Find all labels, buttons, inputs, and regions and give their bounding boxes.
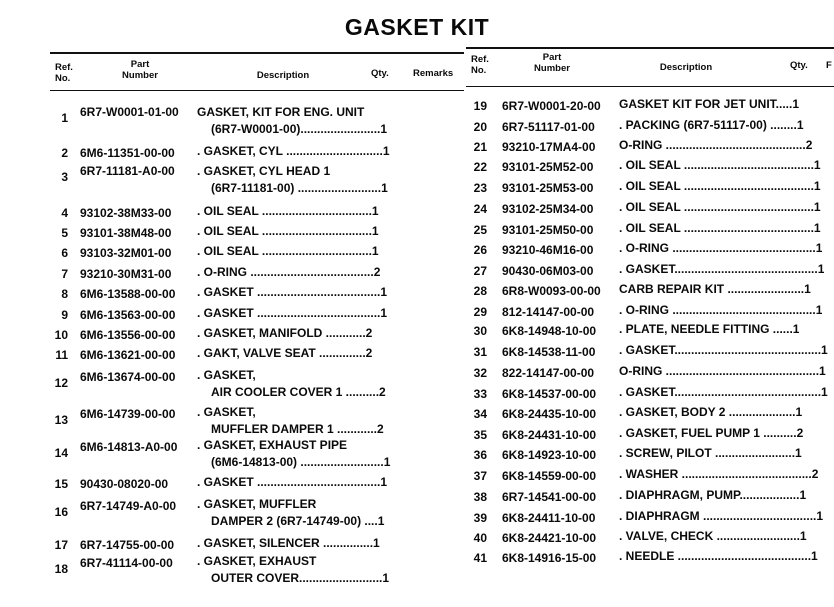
description-line: . OIL SEAL .................................1 xyxy=(197,204,379,218)
ref-number: 29 xyxy=(473,305,487,319)
part-number: 6R7-W0001-01-00 xyxy=(80,105,179,119)
part-number: 6K8-24431-10-00 xyxy=(502,428,597,442)
ref-number: 32 xyxy=(473,366,487,380)
ref-number: 39 xyxy=(473,511,487,525)
ref-number: 15 xyxy=(54,477,68,491)
description-line: . O-RING ...........................................1 xyxy=(619,303,823,317)
ref-number: 34 xyxy=(473,407,487,421)
part-number: 93101-25M50-00 xyxy=(502,223,594,237)
ref-number: 36 xyxy=(473,448,487,462)
ref-number: 28 xyxy=(473,284,487,298)
description-line: O-RING ..............................................1 xyxy=(619,364,826,378)
ref-number: 5 xyxy=(61,226,68,240)
ref-number: 7 xyxy=(61,267,68,281)
description-line: MUFFLER DAMPER 1 ............2 xyxy=(211,422,384,436)
ref-number: 19 xyxy=(473,99,487,113)
description-line: . GASKET, FUEL PUMP 1 ..........2 xyxy=(619,426,804,440)
ref-number: 3 xyxy=(61,170,68,184)
description-line: AIR COOLER COVER 1 ..........2 xyxy=(211,385,386,399)
description-line: . GASKET, CYL .............................1 xyxy=(197,144,390,158)
description-line: . GASKET............................................1 xyxy=(619,385,828,399)
part-number: 93102-38M33-00 xyxy=(80,206,172,220)
header-rule-top-right xyxy=(466,47,834,49)
ref-number: 10 xyxy=(54,328,68,342)
description-line: . OIL SEAL .................................1 xyxy=(197,224,379,238)
part-number: 93101-38M48-00 xyxy=(80,226,172,240)
part-number: 6M6-14813-A0-00 xyxy=(80,440,178,454)
description-line: . PLATE, NEEDLE FITTING ......1 xyxy=(619,322,800,336)
part-number: 6K8-14916-15-00 xyxy=(502,551,597,565)
ref-number: 1 xyxy=(61,111,68,125)
ref-number: 35 xyxy=(473,428,487,442)
part-number: 93210-30M31-00 xyxy=(80,267,172,281)
ref-number: 12 xyxy=(54,376,68,390)
part-number: 93210-17MA4-00 xyxy=(502,140,596,154)
ref-number: 37 xyxy=(473,469,487,483)
part-number: 6R8-W0093-00-00 xyxy=(502,284,601,298)
description-line: . GASKET, xyxy=(197,405,256,419)
header-rule-bottom-left xyxy=(50,90,464,91)
header-qty-right: Qty. xyxy=(790,60,808,71)
part-number: 6R7-51117-01-00 xyxy=(502,120,595,134)
description-line: . GASKET............................................1 xyxy=(619,343,828,357)
ref-number: 25 xyxy=(473,223,487,237)
part-number: 93101-25M53-00 xyxy=(502,181,594,195)
ref-number: 23 xyxy=(473,181,487,195)
header-ref-right: Ref. No. xyxy=(471,54,489,76)
part-number: 6M6-13674-00-00 xyxy=(80,370,176,384)
description-line: . GASKET, EXHAUST PIPE xyxy=(197,438,348,452)
ref-number: 18 xyxy=(54,562,68,576)
part-number: 6R7-14541-00-00 xyxy=(502,490,597,504)
part-number: 822-14147-00-00 xyxy=(502,366,595,380)
part-number: 6M6-14739-00-00 xyxy=(80,407,176,421)
ref-number: 14 xyxy=(54,446,68,460)
description-line: . OIL SEAL .......................................1 xyxy=(619,200,821,214)
ref-number: 41 xyxy=(473,551,487,565)
header-qty-left: Qty. xyxy=(371,68,389,79)
part-number: 6K8-14923-10-00 xyxy=(502,448,597,462)
header-rule-bottom-right xyxy=(466,86,834,87)
page-title: GASKET KIT xyxy=(344,14,490,40)
ref-number: 26 xyxy=(473,243,487,257)
header-desc-left: Description xyxy=(256,70,310,81)
ref-number: 13 xyxy=(54,413,68,427)
description-line: . GASKET, BODY 2 ....................1 xyxy=(619,405,803,419)
part-number: 6R7-14755-00-00 xyxy=(80,538,175,552)
description-line: . GASKET, xyxy=(197,368,256,382)
part-number: 812-14147-00-00 xyxy=(502,305,595,319)
header-rule-top-left xyxy=(50,52,464,54)
part-number: 6K8-14559-00-00 xyxy=(502,469,597,483)
ref-number: 4 xyxy=(61,206,68,220)
part-number: 93102-25M34-00 xyxy=(502,202,594,216)
part-number: 6K8-14948-10-00 xyxy=(502,324,597,338)
ref-number: 20 xyxy=(473,120,487,134)
description-line: . GASKET, EXHAUST xyxy=(197,554,317,568)
description-line: . GASKET .....................................1 xyxy=(197,475,388,489)
description-line: . O-RING .....................................2 xyxy=(197,265,381,279)
description-line: DAMPER 2 (6R7-14749-00) ....1 xyxy=(211,514,385,528)
description-line: OUTER COVER.........................1 xyxy=(211,571,390,585)
description-line: (6R7-11181-00) .........................1 xyxy=(211,181,388,195)
part-number: 6K8-24421-10-00 xyxy=(502,531,597,545)
description-line: . GASKET, SILENCER ...............1 xyxy=(197,536,380,550)
part-number: 6K8-24435-10-00 xyxy=(502,407,597,421)
part-number: 90430-06M03-00 xyxy=(502,264,594,278)
header-desc-right: Description xyxy=(659,62,713,73)
ref-number: 9 xyxy=(61,308,68,322)
ref-number: 27 xyxy=(473,264,487,278)
description-line: O-RING ..........................................2 xyxy=(619,138,813,152)
part-number: 6M6-13556-00-00 xyxy=(80,328,176,342)
ref-number: 2 xyxy=(61,146,68,160)
header-remarks-left: Remarks xyxy=(413,68,454,79)
header-part-left: Part Number xyxy=(122,59,158,81)
description-line: . NEEDLE ........................................1 xyxy=(619,549,818,563)
description-line: . OIL SEAL .................................1 xyxy=(197,244,379,258)
description-line: (6M6-14813-00) .........................1 xyxy=(211,455,391,469)
part-number: 6R7-14749-A0-00 xyxy=(80,499,177,513)
description-line: . GASKET...........................................1 xyxy=(619,262,825,276)
description-line: . OIL SEAL .......................................1 xyxy=(619,158,821,172)
ref-number: 11 xyxy=(55,348,68,362)
ref-number: 31 xyxy=(473,345,487,359)
ref-number: 33 xyxy=(473,387,487,401)
ref-number: 6 xyxy=(61,246,68,260)
part-number: 6M6-13621-00-00 xyxy=(80,348,176,362)
description-line: . GASKET, MUFFLER xyxy=(197,497,317,511)
ref-number: 38 xyxy=(473,490,487,504)
ref-number: 21 xyxy=(473,140,487,154)
part-number: 6K8-14537-00-00 xyxy=(502,387,597,401)
description-line: . PACKING (6R7-51117-00) ........1 xyxy=(619,118,804,132)
part-number: 6R7-W0001-20-00 xyxy=(502,99,601,113)
description-line: . GASKET, CYL HEAD 1 xyxy=(197,164,331,178)
description-line: . GAKT, VALVE SEAT ..............2 xyxy=(197,346,373,360)
ref-number: 8 xyxy=(61,287,68,301)
part-number: 6K8-14538-11-00 xyxy=(502,345,596,359)
part-number: 6R7-11181-A0-00 xyxy=(80,164,175,178)
description-line: . GASKET .....................................1 xyxy=(197,306,388,320)
part-number: 6M6-11351-00-00 xyxy=(80,146,175,160)
ref-number: 24 xyxy=(473,202,487,216)
ref-number: 17 xyxy=(54,538,68,552)
description-line: . SCREW, PILOT ........................1 xyxy=(619,446,802,460)
description-line: . OIL SEAL .......................................1 xyxy=(619,179,821,193)
description-line: . DIAPHRAGM ..................................1 xyxy=(619,509,824,523)
part-number: 93103-32M01-00 xyxy=(80,246,172,260)
header-ref-left: Ref. No. xyxy=(55,62,73,84)
description-line: . GASKET .....................................1 xyxy=(197,285,388,299)
header-part-right: Part Number xyxy=(534,52,570,74)
part-number: 6R7-41114-00-00 xyxy=(80,556,173,570)
description-line: GASKET KIT FOR JET UNIT.....1 xyxy=(619,97,800,111)
header-remarks-right-partial: F xyxy=(826,60,832,71)
description-line: GASKET, KIT FOR ENG. UNIT xyxy=(197,105,365,119)
description-line: (6R7-W0001-00)........................1 xyxy=(211,122,388,136)
description-line: CARB REPAIR KIT .......................1 xyxy=(619,282,811,296)
description-line: . O-RING ...........................................1 xyxy=(619,241,823,255)
description-line: . VALVE, CHECK .........................1 xyxy=(619,529,807,543)
part-number: 93210-46M16-00 xyxy=(502,243,594,257)
part-number: 6M6-13563-00-00 xyxy=(80,308,176,322)
part-number: 6K8-24411-10-00 xyxy=(502,511,596,525)
ref-number: 30 xyxy=(473,324,487,338)
part-number: 6M6-13588-00-00 xyxy=(80,287,176,301)
ref-number: 22 xyxy=(473,160,487,174)
part-number: 93101-25M52-00 xyxy=(502,160,594,174)
description-line: . DIAPHRAGM, PUMP..................1 xyxy=(619,488,807,502)
part-number: 90430-08020-00 xyxy=(80,477,169,491)
description-line: . GASKET, MANIFOLD ............2 xyxy=(197,326,373,340)
description-line: . OIL SEAL .......................................1 xyxy=(619,221,821,235)
ref-number: 40 xyxy=(473,531,487,545)
description-line: . WASHER .......................................2 xyxy=(619,467,819,481)
ref-number: 16 xyxy=(54,505,68,519)
